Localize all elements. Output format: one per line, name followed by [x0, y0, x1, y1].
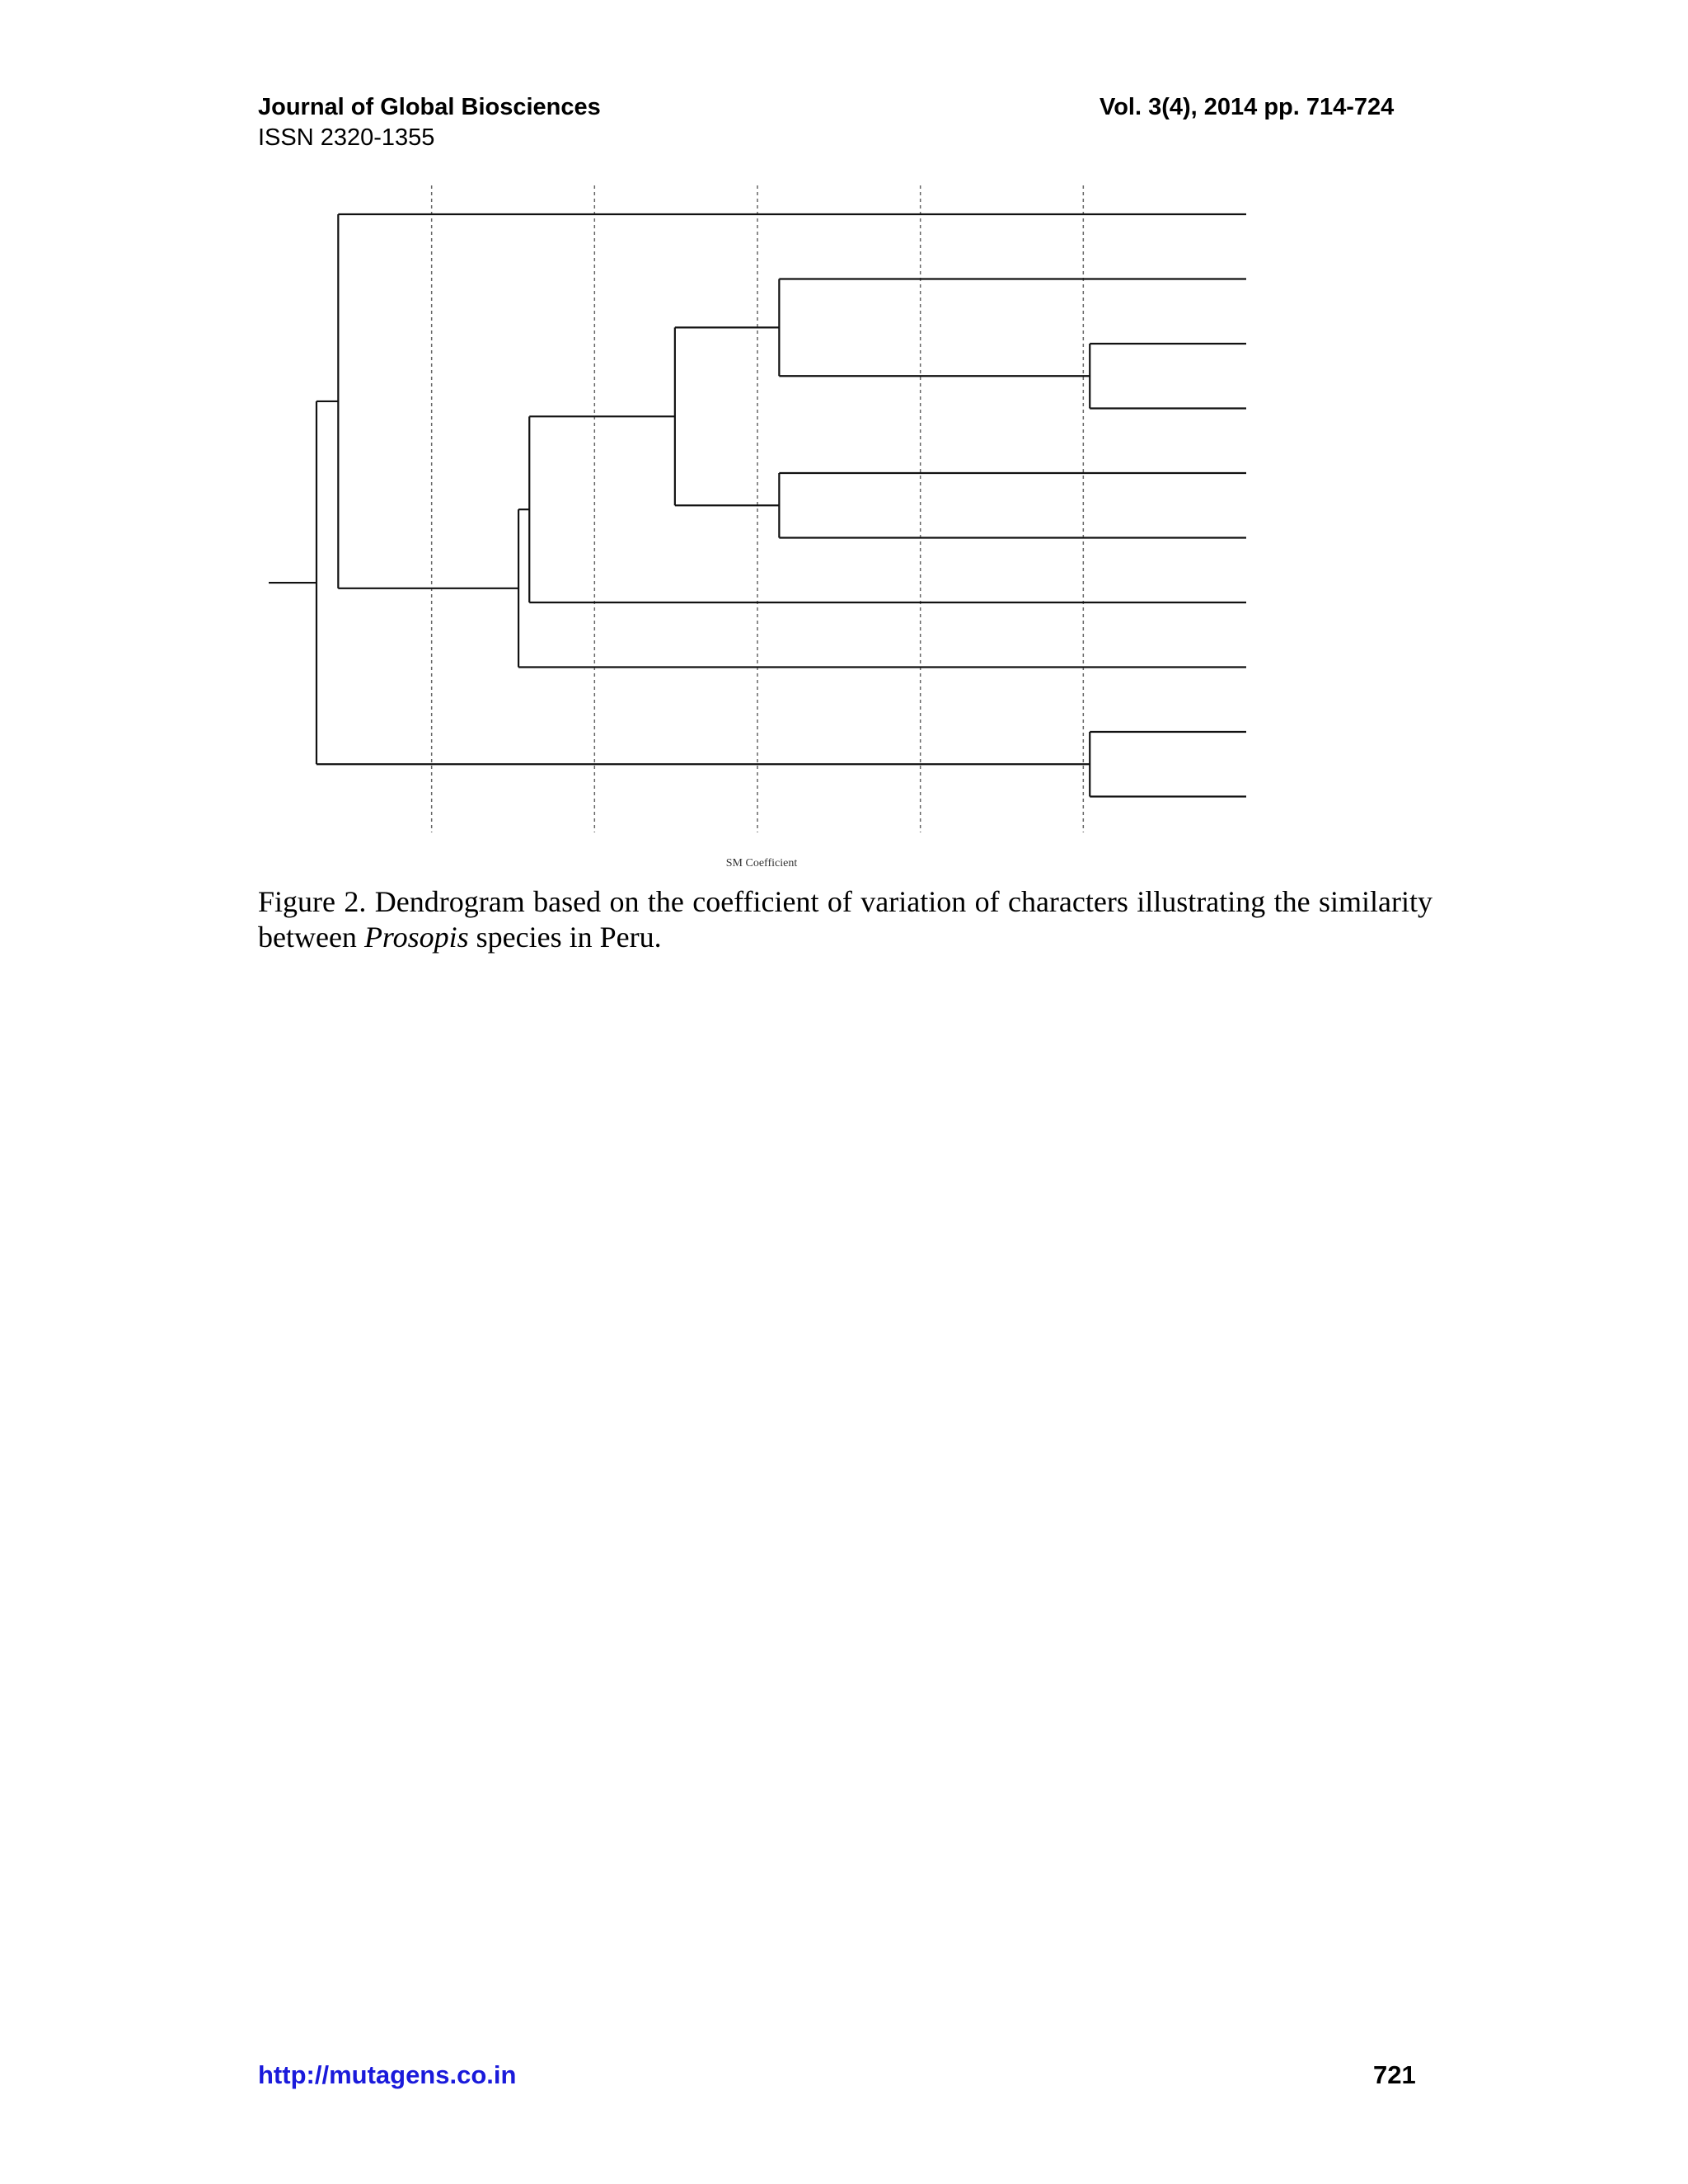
caption-text: Figure 2. Dendrogram based on the coefficient of variation of characters illustrating the similarity between [258, 885, 1432, 954]
page-number: 721 [1373, 2060, 1416, 2089]
dendrogram-chart [247, 177, 1451, 878]
caption-genus: Prosopis [363, 921, 469, 954]
footer-url[interactable]: http://mutagens.co.in [258, 2060, 517, 2089]
volume-info: Vol. 3(4), 2014 pp. 714-724 [1100, 94, 1395, 120]
issn: ISSN 2320-1355 [258, 124, 435, 151]
journal-title: Journal of Global Biosciences [258, 94, 601, 120]
figure-caption [258, 884, 1432, 955]
x-axis-title: SM Coefficient [725, 857, 798, 869]
caption-suffix: species in Peru. [468, 921, 662, 954]
